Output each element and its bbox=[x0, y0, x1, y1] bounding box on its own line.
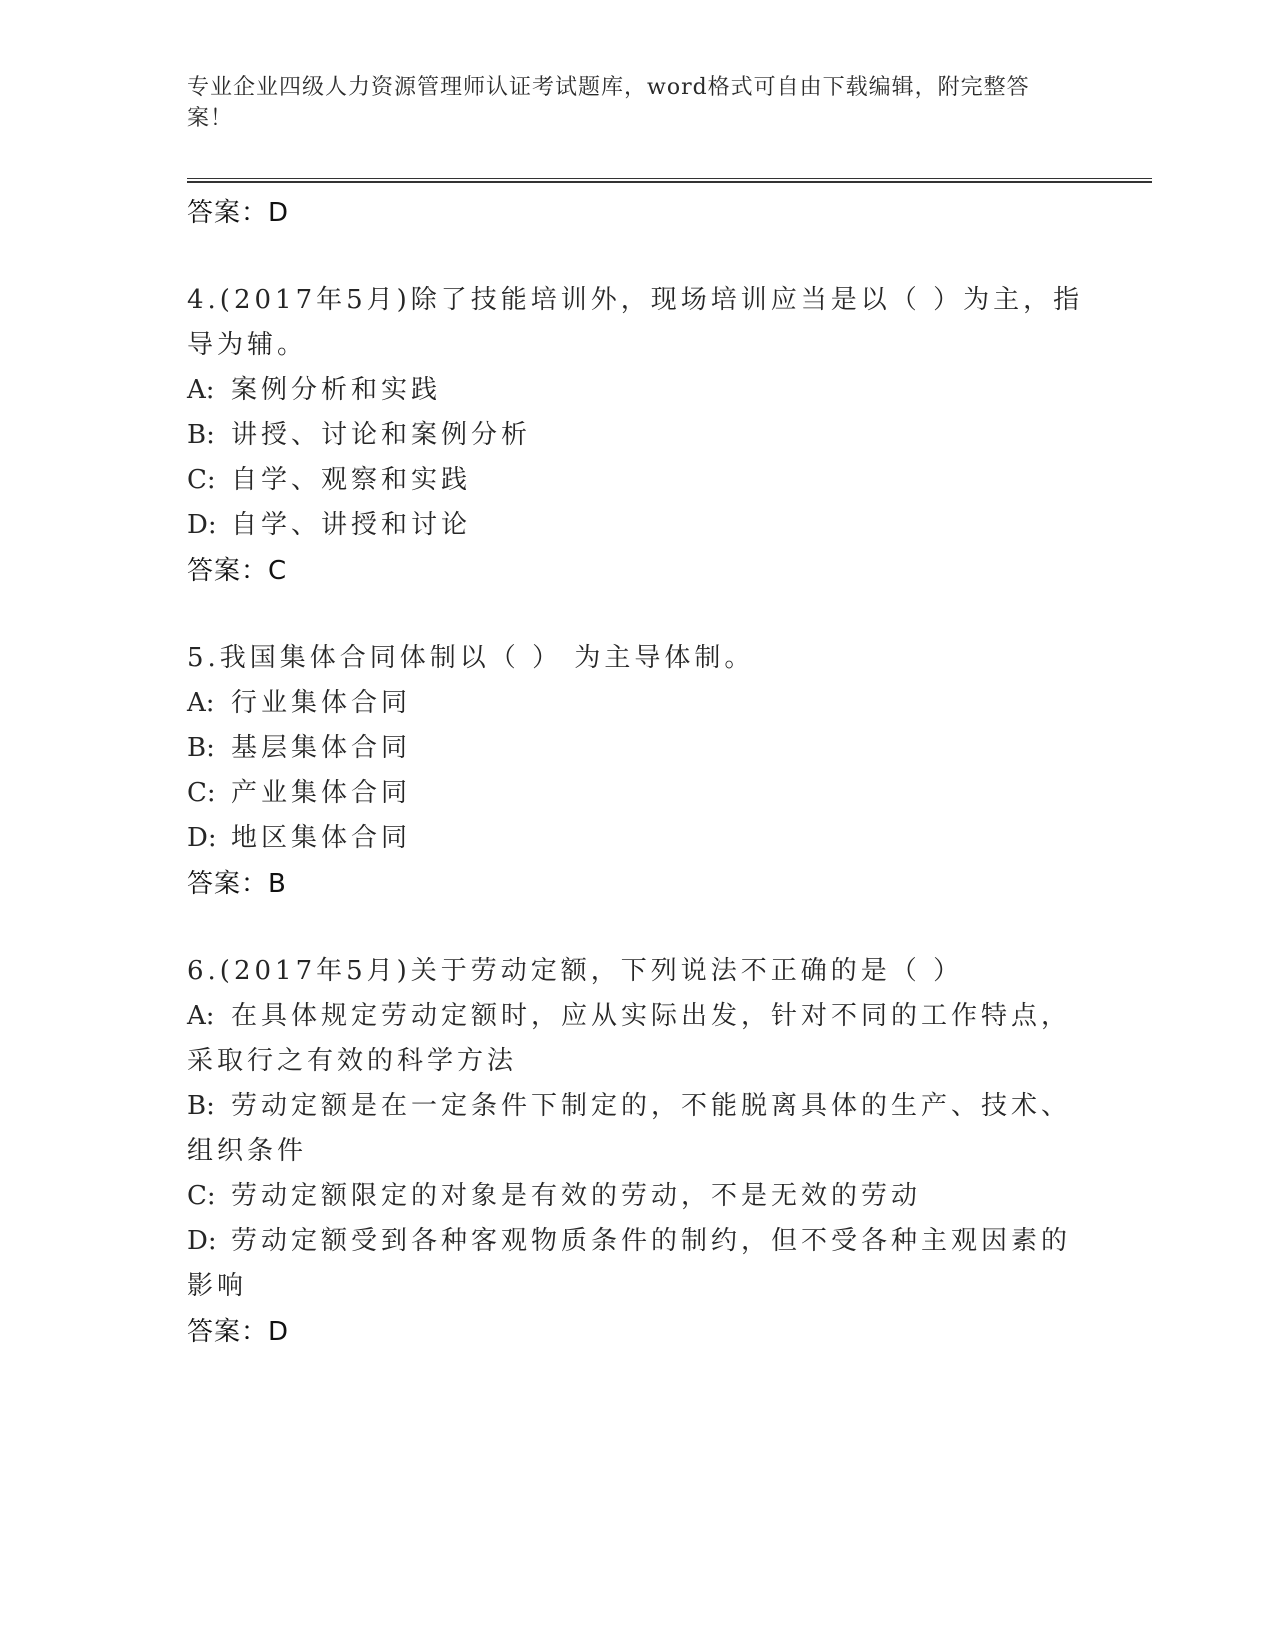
header-divider bbox=[187, 178, 1152, 183]
question-stem: 4.(2017年5月)除了技能培训外，现场培训应当是以（ ）为主，指导为辅。 bbox=[187, 285, 1084, 360]
previous-answer: 答案：D bbox=[187, 198, 290, 228]
question-5 bbox=[187, 636, 1087, 907]
option-text: 产业集体合同 bbox=[231, 778, 412, 808]
option-text: 地区集体合同 bbox=[231, 823, 412, 853]
answer-line: 答案：D bbox=[187, 1317, 290, 1347]
option-key: B: bbox=[187, 733, 215, 763]
question-list bbox=[187, 190, 1087, 1355]
option-b bbox=[187, 413, 1087, 458]
option-text: 劳动定额限定的对象是有效的劳动，不是无效的劳动 bbox=[231, 1181, 922, 1211]
question-stem: 5.我国集体合同体制以（ ） 为主导体制。 bbox=[187, 643, 755, 673]
option-text: 行业集体合同 bbox=[231, 688, 412, 718]
option-key: C: bbox=[187, 465, 216, 495]
option-key: C: bbox=[187, 1181, 216, 1211]
option-key: D: bbox=[187, 823, 217, 853]
option-key: A: bbox=[187, 688, 215, 718]
option-text: 劳动定额受到各种客观物质条件的制约，但不受各种主观因素的影响 bbox=[187, 1226, 1072, 1301]
option-key: D: bbox=[187, 1226, 217, 1256]
option-c bbox=[187, 458, 1087, 503]
header-note: 专业企业四级人力资源管理师认证考试题库，word格式可自由下载编辑，附完整答案！ bbox=[187, 75, 1030, 131]
question-4 bbox=[187, 278, 1087, 594]
option-d bbox=[187, 816, 1087, 861]
option-c bbox=[187, 1174, 1087, 1219]
option-text: 自学、讲授和讨论 bbox=[231, 510, 472, 540]
option-c bbox=[187, 771, 1087, 816]
option-a bbox=[187, 994, 1087, 1084]
option-key: C: bbox=[187, 778, 216, 808]
option-key: D: bbox=[187, 510, 217, 540]
question-stem: 6.(2017年5月)关于劳动定额，下列说法不正确的是（ ） bbox=[187, 956, 964, 986]
option-b bbox=[187, 726, 1087, 771]
option-key: B: bbox=[187, 420, 215, 450]
option-text: 讲授、讨论和案例分析 bbox=[231, 420, 532, 450]
option-key: A: bbox=[187, 1001, 215, 1031]
option-text: 自学、观察和实践 bbox=[231, 465, 472, 495]
option-text: 基层集体合同 bbox=[231, 733, 412, 763]
question-6 bbox=[187, 949, 1087, 1355]
option-d bbox=[187, 1219, 1087, 1309]
answer-line: 答案：B bbox=[187, 869, 287, 899]
option-text: 在具体规定劳动定额时，应从实际出发，针对不同的工作特点，采取行之有效的科学方法 bbox=[187, 1001, 1072, 1076]
answer-line: 答案：C bbox=[187, 556, 288, 586]
option-key: B: bbox=[187, 1091, 215, 1121]
option-key: A: bbox=[187, 375, 215, 405]
option-d bbox=[187, 503, 1087, 548]
option-a bbox=[187, 368, 1087, 413]
option-text: 案例分析和实践 bbox=[231, 375, 442, 405]
option-a bbox=[187, 681, 1087, 726]
option-text: 劳动定额是在一定条件下制定的，不能脱离具体的生产、技术、组织条件 bbox=[187, 1091, 1072, 1166]
option-b bbox=[187, 1084, 1087, 1174]
